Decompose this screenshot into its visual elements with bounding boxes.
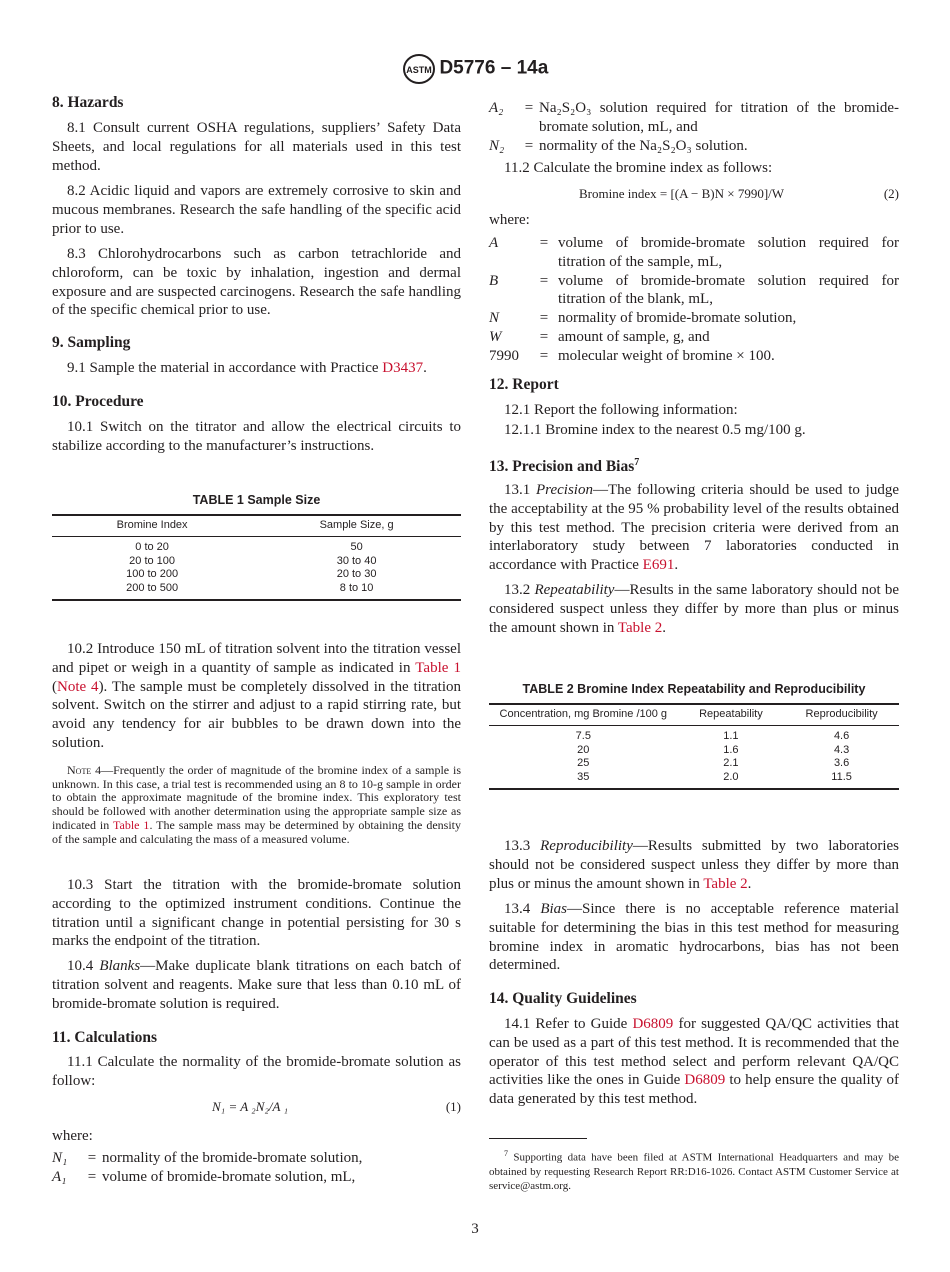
text: —Frequently the order of magnitude of the bromine index of a sample is unknown. In this case, a trial test is recommended using an 8 to 10-g sample in order to obtain the approximate magnitude of the bromine index. This exploratory test should be followed with another determination using the appropriate sample size as indicated in — [52, 763, 461, 832]
text: 13.1 — [504, 482, 537, 498]
text: ). The sample must be completely dissolved in the titration solvent. Switch on the stirrer and adjust to a rapid stirring rate, but avoid any tendency for air bubbles to be drawn down into the solution. — [52, 678, 461, 751]
cell: 20 — [577, 743, 590, 756]
table-header: Bromine Index — [116, 518, 188, 531]
table-row — [489, 744, 899, 758]
text: 14.1 Refer to Guide — [504, 1016, 633, 1032]
para-10-1: 10.1 Switch on the titrator and allow the electrical circuits to stabilize according to the manufacturer’s instructions. — [52, 419, 461, 454]
para-11-1: 11.1 Calculate the normality of the bromide-bromate solution as follow: — [52, 1054, 461, 1089]
section-14-title: 14. Quality Guidelines — [489, 990, 637, 1007]
link-table-1[interactable]: Table 1 — [415, 659, 461, 676]
cell: 3.6 — [833, 757, 850, 770]
section-9-title: 9. Sampling — [52, 334, 131, 351]
text: 13.3 — [504, 838, 541, 854]
symbol: A₁ — [52, 1168, 67, 1185]
astm-logo — [402, 54, 436, 84]
text: 13.2 — [504, 582, 535, 598]
text: amount of sample, g, and — [558, 328, 710, 345]
text: Supporting data have been filed at ASTM International Headquarters and may be obtained by requesting Research Report RR:D16-1026. Contact ASTM Customer Service at service@astm.org. — [489, 1151, 899, 1192]
symbol: N₂ — [489, 137, 505, 154]
footnote-rule — [489, 1138, 587, 1139]
symbol: N₁ — [52, 1150, 68, 1166]
section-13-title — [489, 454, 899, 477]
cell: 11.5 — [831, 770, 852, 783]
definition: W = amount of sample, g, and — [489, 328, 899, 347]
text: 13.4 — [504, 901, 541, 917]
equation: N₁ = A ₂N₂/A ₁ — [212, 1099, 288, 1114]
table-row — [489, 757, 899, 771]
table-header: Reproducibility — [805, 707, 878, 720]
cell: 35 — [577, 770, 590, 783]
section-11-title: 11. Calculations — [52, 1029, 158, 1046]
link-table-2[interactable]: Table 2 — [617, 619, 663, 636]
cell: 1.1 — [723, 730, 739, 743]
cell: 50 — [350, 541, 363, 554]
table-row — [52, 568, 461, 582]
symbol: B — [489, 272, 499, 289]
table-row — [52, 537, 461, 555]
table-row — [489, 771, 899, 790]
text: —The following criteria should be used to judge the acceptability at the 95 % probability level of the results obtained by this test method. The precision criteria were derived from an interlaboratory study between 7 laboratories conducted in accordance with Practice — [489, 482, 899, 574]
para-14-1 — [489, 1015, 899, 1109]
para-11-2: 11.2 Calculate the bromine index as follows: — [504, 160, 773, 176]
text: normality of bromide-bromate solution, — [558, 310, 797, 327]
text: . — [662, 619, 666, 636]
table-row — [489, 726, 899, 744]
symbol: 7990 — [489, 347, 519, 364]
svg-text:ASTM: ASTM — [405, 65, 432, 75]
table-2-title: TABLE 2 Bromine Index Repeatability and Reproducibility — [522, 682, 866, 696]
cell: 2.1 — [723, 757, 739, 770]
note-label: Note 4 — [67, 763, 102, 777]
para-13-3 — [489, 837, 899, 893]
text: Reproducibility — [540, 838, 633, 854]
text: volume of bromide-bromate solution required for titration of the blank, mL, — [558, 272, 899, 308]
cell: 200 to 500 — [126, 581, 179, 594]
text: . — [674, 557, 679, 574]
link-d6809[interactable]: D6809 — [632, 1016, 674, 1032]
definition: N₂ = normality of the Na₂S₂O₃ solution. — [489, 137, 899, 156]
text: normality of the Na₂S₂O₃ solution. — [539, 137, 748, 154]
text: normality of the bromide-bromate solution, — [102, 1150, 363, 1166]
cell: 4.3 — [833, 743, 850, 756]
page-header — [0, 54, 950, 84]
para-10-3: 10.3 Start the titration with the bromide-bromate solution according to the optimized instrument conditions. Continue the titration until a significant change in potential persisting for 30 s marks the endpoint of the titration. — [52, 877, 461, 950]
note-4 — [52, 764, 461, 846]
cell: 100 to 200 — [126, 568, 179, 581]
para-13-2 — [489, 581, 899, 637]
text: volume of bromide-bromate solution, mL, — [102, 1168, 356, 1185]
para-13-1 — [489, 481, 899, 575]
equation-number: (1) — [445, 1099, 461, 1114]
table-1-title: TABLE 1 Sample Size — [192, 493, 321, 507]
text: for suggested QA/QC activities that can be used as a part of this test method. It is recommended that the operator of this test method select and perform relevant QA/QC activities like the ones in Guide — [489, 1016, 899, 1089]
text: ( — [52, 678, 57, 695]
text: Blanks — [99, 958, 141, 974]
definition: 7990 = molecular weight of bromine × 100. — [489, 347, 899, 366]
where-label: where: — [52, 1128, 93, 1144]
text: —Since there is no acceptable reference material suitable for determining the bias in this test method for measuring bromine index in aromatic hydrocarbons, bias has not been determined. — [489, 901, 899, 974]
section-12-title: 12. Report — [489, 376, 559, 393]
cell: 4.6 — [833, 730, 850, 743]
equation: Bromine index = [(A − B)N × 7990]/W — [579, 186, 785, 201]
definitions-top — [489, 99, 899, 155]
cell: 30 to 40 — [336, 554, 377, 567]
link-d3437[interactable]: D3437 — [382, 360, 424, 376]
definition: A = volume of bromide-bromate solution required for titration of the sample, mL, — [489, 235, 899, 270]
text: Na₂S₂O₃ solution required for titration of the bromide-bromate solution, mL, and — [539, 100, 899, 135]
section-10-title: 10. Procedure — [52, 393, 144, 410]
where-label: where: — [489, 212, 530, 228]
text: Repeatability — [534, 582, 615, 598]
link-d6809[interactable]: D6809 — [684, 1072, 726, 1089]
definition: B = volume of bromide-bromate solution required for titration of the blank, mL, — [489, 272, 899, 308]
symbol: N — [489, 310, 500, 327]
cell: 8 to 10 — [339, 581, 374, 594]
text: volume of bromide-bromate solution required for titration of the sample, mL, — [558, 235, 899, 270]
definitions — [489, 234, 899, 366]
definition: A₂ = Na₂S₂O₃ solution required for titration of the bromide-bromate solution, mL, and — [489, 100, 899, 135]
equation-number: (2) — [883, 186, 899, 201]
text: . — [423, 360, 427, 376]
text: —Results in the same laboratory should not be considered suspect unless they differ by more than plus or minus the amount shown in — [489, 582, 899, 636]
para-13-4 — [489, 900, 899, 975]
text: —Results submitted by two laboratories should not be considered suspect unless they differ by more than plus or minus the amount shown in — [489, 838, 900, 892]
table-2 — [489, 680, 899, 790]
para-10-4 — [52, 957, 461, 1013]
table-header: Concentration, mg Bromine /100 g — [499, 707, 668, 720]
link-note-4[interactable]: Note 4 — [57, 678, 99, 695]
page-number: 3 — [471, 1221, 479, 1237]
text: 10.4 — [67, 958, 100, 974]
text: molecular weight of bromine × 100. — [558, 347, 775, 364]
text: . — [747, 875, 752, 892]
link-e691[interactable]: E691 — [642, 557, 675, 574]
text: Bias — [540, 901, 568, 917]
cell: 20 to 100 — [129, 554, 176, 567]
cell: 25 — [577, 757, 590, 770]
symbol: A — [489, 235, 499, 251]
para-9-1 — [52, 359, 461, 378]
para-10-2 — [52, 640, 461, 753]
text: 13. Precision and Bias — [489, 458, 635, 476]
definition: N₁ = normality of the bromide-bromate solution, — [52, 1149, 461, 1168]
cell: 7.5 — [575, 730, 591, 743]
symbol: W — [489, 328, 502, 345]
para-8-1: 8.1 Consult current OSHA regulations, suppliers’ Safety Data Sheets, and local regulations for all materials used in this test method. — [52, 120, 461, 174]
text: 9.1 Sample the material in accordance with Practice — [67, 360, 383, 376]
text: . The sample mass may be determined by obtaining the density of the sample and calculating the mass of a measured volume. — [52, 817, 461, 846]
para-8-3: 8.3 Chlorohydrocarbons such as carbon tetrachloride and chloroform, can be toxic by inhalation, ingestion and dermal exposure and are suspected carcinogens. Research the safe handling of the specific chemical prior to use. — [52, 246, 461, 319]
cell: 20 to 30 — [336, 568, 377, 581]
text: to help ensure the quality of data generated by this test method. — [489, 1072, 899, 1108]
link-table-1[interactable]: Table 1 — [113, 817, 150, 832]
definition: A₁ = volume of bromide-bromate solution, mL, — [52, 1168, 461, 1187]
para-12-1-1: 12.1.1 Bromine index to the nearest 0.5 mg/100 g. — [504, 422, 806, 438]
cell: 1.6 — [723, 743, 739, 756]
text: Precision — [536, 482, 593, 498]
para-8-2: 8.2 Acidic liquid and vapors are extremely corrosive to skin and mucous membranes. Research the safe handling of the specific acid prior to use. — [52, 183, 461, 237]
definition: N = normality of bromide-bromate solution, — [489, 309, 899, 328]
designation: D5776 – 14a — [439, 57, 549, 79]
table-header: Sample Size, g — [319, 518, 394, 531]
table-1 — [52, 491, 461, 601]
cell: 2.0 — [723, 770, 739, 783]
footnote-ref[interactable]: 7 — [634, 457, 640, 468]
definitions — [52, 1149, 461, 1187]
text: —Make duplicate blank titrations on each batch of titration solvent and reagents. Make sure that less than 0.10 mL of bromide-bromate solution is required. — [52, 958, 462, 1012]
section-8-title: 8. Hazards — [52, 94, 124, 111]
link-table-2[interactable]: Table 2 — [703, 875, 748, 892]
symbol: A₂ — [489, 100, 504, 116]
footnote-7 — [489, 1147, 899, 1193]
cell: 0 to 20 — [135, 541, 169, 554]
footnote-marker: 7 — [504, 1149, 508, 1158]
table-header: Repeatability — [699, 707, 763, 720]
para-12-1: 12.1 Report the following information: — [504, 402, 738, 418]
table-row — [52, 582, 461, 601]
table-row — [52, 555, 461, 569]
text: 10.2 Introduce 150 mL of titration solvent into the titration vessel and pipet or weigh in a quantity of sample as indicated in — [52, 641, 461, 676]
